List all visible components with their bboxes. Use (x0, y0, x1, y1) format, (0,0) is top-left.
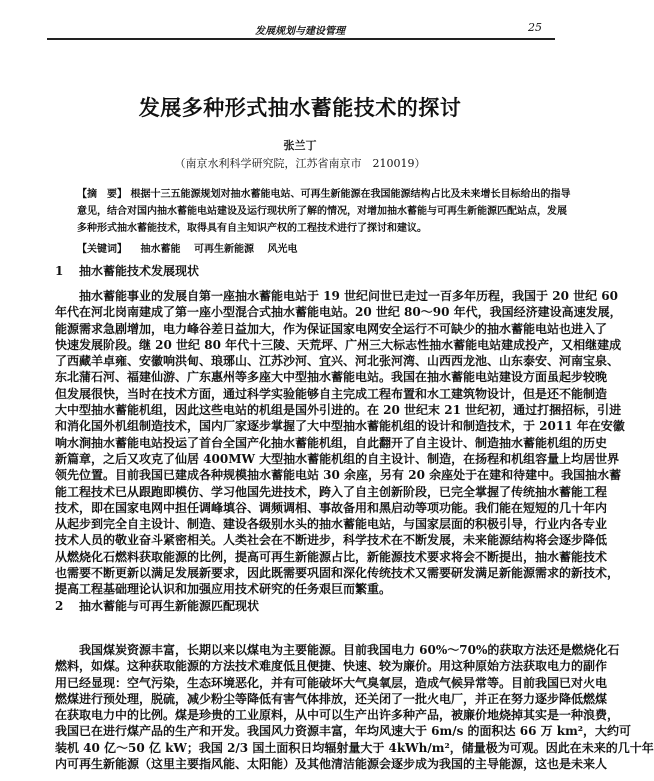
body-line: 领先位置。目前我国已建成各种规模抽水蓄能电站 30 余座，另有 20 余座处于在建和待建中。我国抽水蓄 (55, 468, 622, 483)
body-line: 年代在河北岗南建成了第一座小型混合式抽水蓄能电站。20 世纪 80～90 年代，我国经济建设高速发展， (55, 305, 622, 320)
body-line: 燃料，如煤。这种获取能源的方法技术难度低且便捷、快速、较为廉价。用这种原始方法获取电力的副作 (55, 659, 608, 674)
section-title: 抽水蓄能与可再生新能源匹配现状 (79, 599, 260, 613)
body-line: 在获取电力中的比例。煤是珍贵的工业原料，从中可以生产出许多种产品，被廉价地烧掉其实是一种浪费， (55, 708, 620, 723)
keywords-label: 【关键词】 (77, 244, 127, 255)
abstract-line: 意见，结合对国内抽水蓄能电站建设及运行现状所了解的情况，对增加抽水蓄能与可再生新能源匹配站点，发展 (77, 206, 567, 217)
paper-title: 发展多种形式抽水蓄能技术的探讨 (138, 95, 462, 120)
body-line: 响水涧抽水蓄能电站投运了首台全国产化抽水蓄能机组，自此翻开了自主设计、制造抽水蓄能机组的历史 (55, 435, 608, 450)
keywords (77, 240, 307, 255)
section-heading-1 (55, 262, 199, 279)
section-number: 2 (55, 599, 64, 613)
body-line: 装机 40 亿～50 亿 kW；我国 2/3 国土面积日均辐射量大于 4kWh/m²，储量极为可观。因此在未来的几十年 (55, 740, 654, 755)
body-line: 东北蒲石河、福建仙游、广东惠州等多座大中型抽水蓄能电站。我国在抽水蓄能电站建设方面虽起步较晚 (55, 370, 608, 385)
body-line: 技术，即在国家电网中担任调峰填谷、调频调相、事故备用和黑启动等项功能。我们能在短短的几十年内 (55, 500, 608, 515)
body-line: 能工程技术已从跟跑即模仿、学习他国先进技术，跨入了自主创新阶段，已完全掌握了传统抽水蓄能工程 (55, 484, 608, 499)
section-title: 抽水蓄能技术发展现状 (79, 264, 200, 278)
page-number: 25 (528, 21, 542, 34)
header-rule (47, 38, 555, 40)
section-2-body (55, 642, 654, 772)
body-line: 我国煤炭资源丰富，长期以来以煤电为主要能源。目前我国电力 60%～70%的获取方法还是燃烧化石 (79, 643, 620, 657)
body-line: 也需要不断更新以满足发展新要求，因此既需要巩固和深化传统技术又需要研发满足新能源需求的新技术， (55, 566, 620, 581)
keyword: 风光电 (267, 244, 298, 255)
abstract-line: 多种形式抽水蓄能技术，取得具有自主知识产权的工程技术进行了探讨和建议。 (77, 223, 427, 234)
abstract (77, 186, 571, 237)
running-header: 发展规划与建设管理 (255, 26, 345, 37)
keyword: 可再生新能源 (193, 244, 254, 255)
body-line: 从起步到完全自主设计、制造、建设各级别水头的抽水蓄能电站，与国家层面的积极引导，行业内各专业 (55, 517, 608, 532)
section-heading-2 (55, 597, 259, 614)
body-line: 能源需求急剧增加，电力峰谷差日益加大，作为保证国家电网安全运行不可缺少的抽水蓄能电站也进入了 (55, 321, 608, 336)
body-line: 内可再生新能源（这里主要指风能、太阳能）及其他清洁能源会逐步成为我国的主导能源，这也是未来人 (55, 757, 608, 772)
body-line: 技术人员的敬业奋斗紧密相关。人类社会在不断进步，科学技术在不断发展，未来能源结构将会逐步降低 (55, 533, 608, 548)
body-line: 燃煤进行预处理，脱硫，减少粉尘等降低有害气体排放，还关闭了一批火电厂，并正在努力逐步降低燃煤 (55, 691, 608, 706)
body-line: 我国已在进行煤产品的生产和开发。我国风力资源丰富，年均风速大于 6m/s 的面积达 66 万 km²，大约可 (55, 724, 632, 739)
body-line: 但发展很快，当时在技术方面，通过科学实验能够自主完成工程布置和水工建筑物设计，但是还不能制造 (55, 386, 608, 401)
body-line: 用已经显现：空气污染，生态环境恶化，并有可能破坏大气臭氧层，造成气候异常等。目前我国已对火电 (55, 675, 608, 690)
body-line: 大中型抽水蓄能机组，因此这些电站的机组是国外引进的。在 20 世纪末 21 世纪初，通过打捆招标，引进 (55, 403, 622, 418)
body-line: 和消化国外机组制造技术，国内厂家逐步掌握了大中型抽水蓄能机组的设计和制造技术，于 2011 年在安徽 (55, 419, 625, 434)
body-line: 快速发展阶段。继 20 世纪 80 年代十三陵、天荒坪、广州三大标志性抽水蓄能电站建成投产，又相继建成 (55, 337, 622, 352)
body-line: 提高工程基础理论认识和加强应用技术研究的任务艰巨而繁重。 (55, 582, 392, 597)
body-line: 从燃烧化石燃料获取能源的比例，提高可再生新能源占比，新能源技术要求将会不断提出，抽水蓄能技术 (55, 549, 608, 564)
body-line: 了西藏羊卓雍、安徽响洪甸、琅琊山、江苏沙河、宜兴、河北张河湾、山西西龙池、山东泰安、河南宝泉、 (55, 354, 620, 369)
keyword: 抽水蓄能 (140, 244, 181, 255)
body-line: 抽水蓄能事业的发展自第一座抽水蓄能电站于 19 世纪问世已走过一百多年历程，我国于 20 世纪 60 (79, 289, 618, 303)
affiliation: （南京水利科学研究院，江苏省南京市 210019） (174, 157, 426, 170)
section-number: 1 (55, 264, 64, 278)
abstract-line: 【摘 要】 根据十三五能源规划对抽水蓄能电站、可再生新能源在我国能源结构占比及未来增长目标给出的指导 (77, 189, 571, 200)
author: 张兰丁 (283, 139, 317, 152)
section-1-body (55, 288, 625, 598)
body-line: 新篇章，之后又攻克了仙居 400MW 大型抽水蓄能机组的自主设计、制造，在扬程和机组容量上均居世界 (55, 451, 620, 466)
